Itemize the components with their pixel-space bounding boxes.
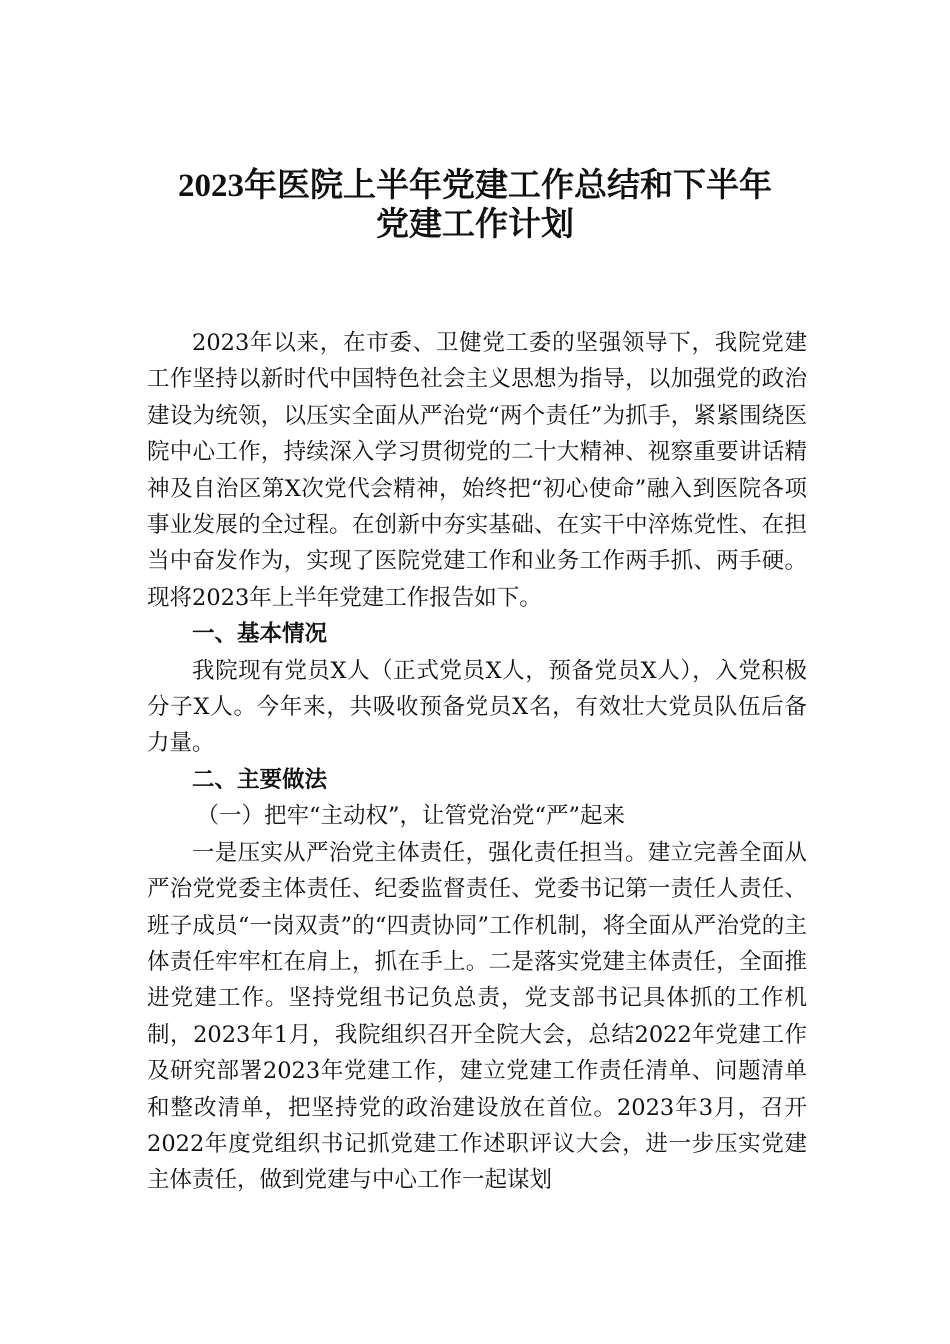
initiative-paragraph: 一是压实从严治党主体责任，强化责任担当。建立完善全面从严治党党委主体责任、纪委监督责任、党委书记第一责任人责任、班子成员“一岗双责”的“四责协同”工作机制，将全面从严治党的主体责任牢牢杠在肩上，抓在手上。二是落实党建主体责任，全面推进党建工作。坚持党组书记负总责，党支部书记具体抓的工作机制，2023年1月，我院组织召开全院大会，总结2022年党建工作及研究部署2023年党建工作，建立党建工作责任清单、问题清单和整改清单，把坚持党的政治建设放在首位。2023年3月，召开2022年度党组织书记抓党建工作述职评议大会，进一步压实党建主体责任，做到党建与中心工作一起谋划 — [147, 839, 807, 1194]
document-title-line-2: 党建工作计划 — [376, 207, 574, 243]
intro-paragraph: 2023年以来，在市委、卫健党工委的坚强领导下，我院党建工作坚持以新时代中国特色社会主义思想为指导，以加强党的政治建设为统领，以压实全面从严治党“两个责任”为抓手，紧紧围绕医院中心工作，持续深入学习贯彻党的二十大精神、视察重要讲话精神及自治区第X次党代会精神，始终把“初心使命”融入到医院各项事业发展的全过程。在创新中夯实基础、在实干中淬炼党性、在担当中奋发作为，实现了医院党建工作和业务工作两手抓、两手硬。现将2023年上半年党建工作报告如下。 — [147, 330, 807, 611]
section-heading-basic-situation: 一、基本情况 — [192, 621, 328, 648]
basic-situation-paragraph: 我院现有党员X人（正式党员X人，预备党员X人），入党积极分子X人。今年来，共吸收预备党员X名，有效壮大党员队伍后备力量。 — [147, 657, 807, 757]
subsection-heading-initiative: （一）把牢“主动权”，让管党治党“严”起来 — [196, 803, 626, 830]
section-heading-main-practices: 二、主要做法 — [192, 766, 328, 793]
document-title-line-1: 2023年医院上半年党建工作总结和下半年 — [178, 168, 772, 204]
document-body — [147, 325, 807, 1199]
